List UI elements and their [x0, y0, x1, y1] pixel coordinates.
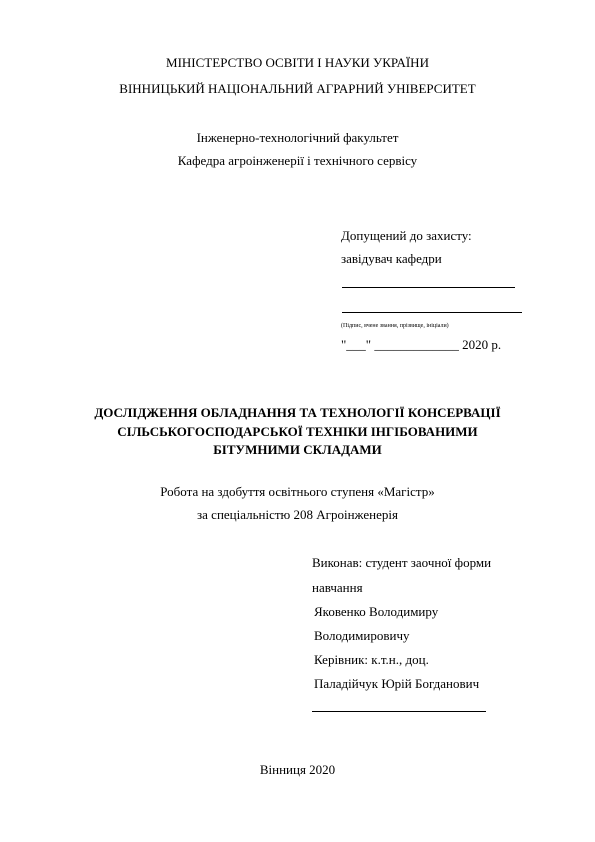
- head-of-department-label: завідувач кафедри: [341, 251, 442, 266]
- date-month-blank: _____________: [374, 337, 459, 352]
- department-name: Кафедра агроінженерії і технічного сервісу: [177, 153, 418, 168]
- author-name: Яковенко Володимиру: [314, 604, 439, 619]
- thesis-title-line-2: СІЛЬСЬКОГОСПОДАРСЬКОЇ ТЕХНІКИ ІНГІБОВАНИМИ: [117, 424, 478, 439]
- author-patronymic: Володимировичу: [314, 628, 410, 643]
- admitted-label: Допущений до захисту:: [341, 228, 472, 243]
- date-year: 2020 р.: [462, 337, 502, 352]
- approval-date: [341, 337, 501, 353]
- thesis-title-line-1: ДОСЛІДЖЕННЯ ОБЛАДНАННЯ ТА ТЕХНОЛОГІЇ КОНСЕРВАЦІЇ: [94, 405, 501, 420]
- date-day-blank: "___": [341, 337, 372, 352]
- signature-line-2: [342, 312, 522, 313]
- faculty-name: Інженерно-технологічний факультет: [196, 130, 399, 145]
- author-line-2: навчання: [312, 580, 363, 595]
- thesis-title-line-3: БІТУМНИМИ СКЛАДАМИ: [213, 442, 382, 457]
- signature-line-1: [342, 287, 515, 288]
- author-line-1: Виконав: студент заочної форми: [312, 555, 492, 570]
- supervisor-signature-line: [312, 711, 486, 712]
- degree-line: Робота на здобуття освітнього ступеня «Магістр»: [160, 484, 435, 499]
- signature-caption: (Підпис, вчене звання, прізвище, ініціали): [341, 323, 449, 329]
- ministry-heading: МІНІСТЕРСТВО ОСВІТИ І НАУКИ УКРАЇНИ: [166, 55, 429, 70]
- supervisor-name: Паладійчук Юрій Богданович: [314, 676, 480, 691]
- supervisor-label: Керівник: к.т.н., доц.: [314, 652, 429, 667]
- city-year: Вінниця 2020: [259, 762, 336, 777]
- specialty-line: за спеціальністю 208 Агроінженерія: [197, 507, 398, 522]
- university-heading: ВІННИЦЬКИЙ НАЦІОНАЛЬНИЙ АГРАРНИЙ УНІВЕРСИТЕТ: [119, 81, 476, 96]
